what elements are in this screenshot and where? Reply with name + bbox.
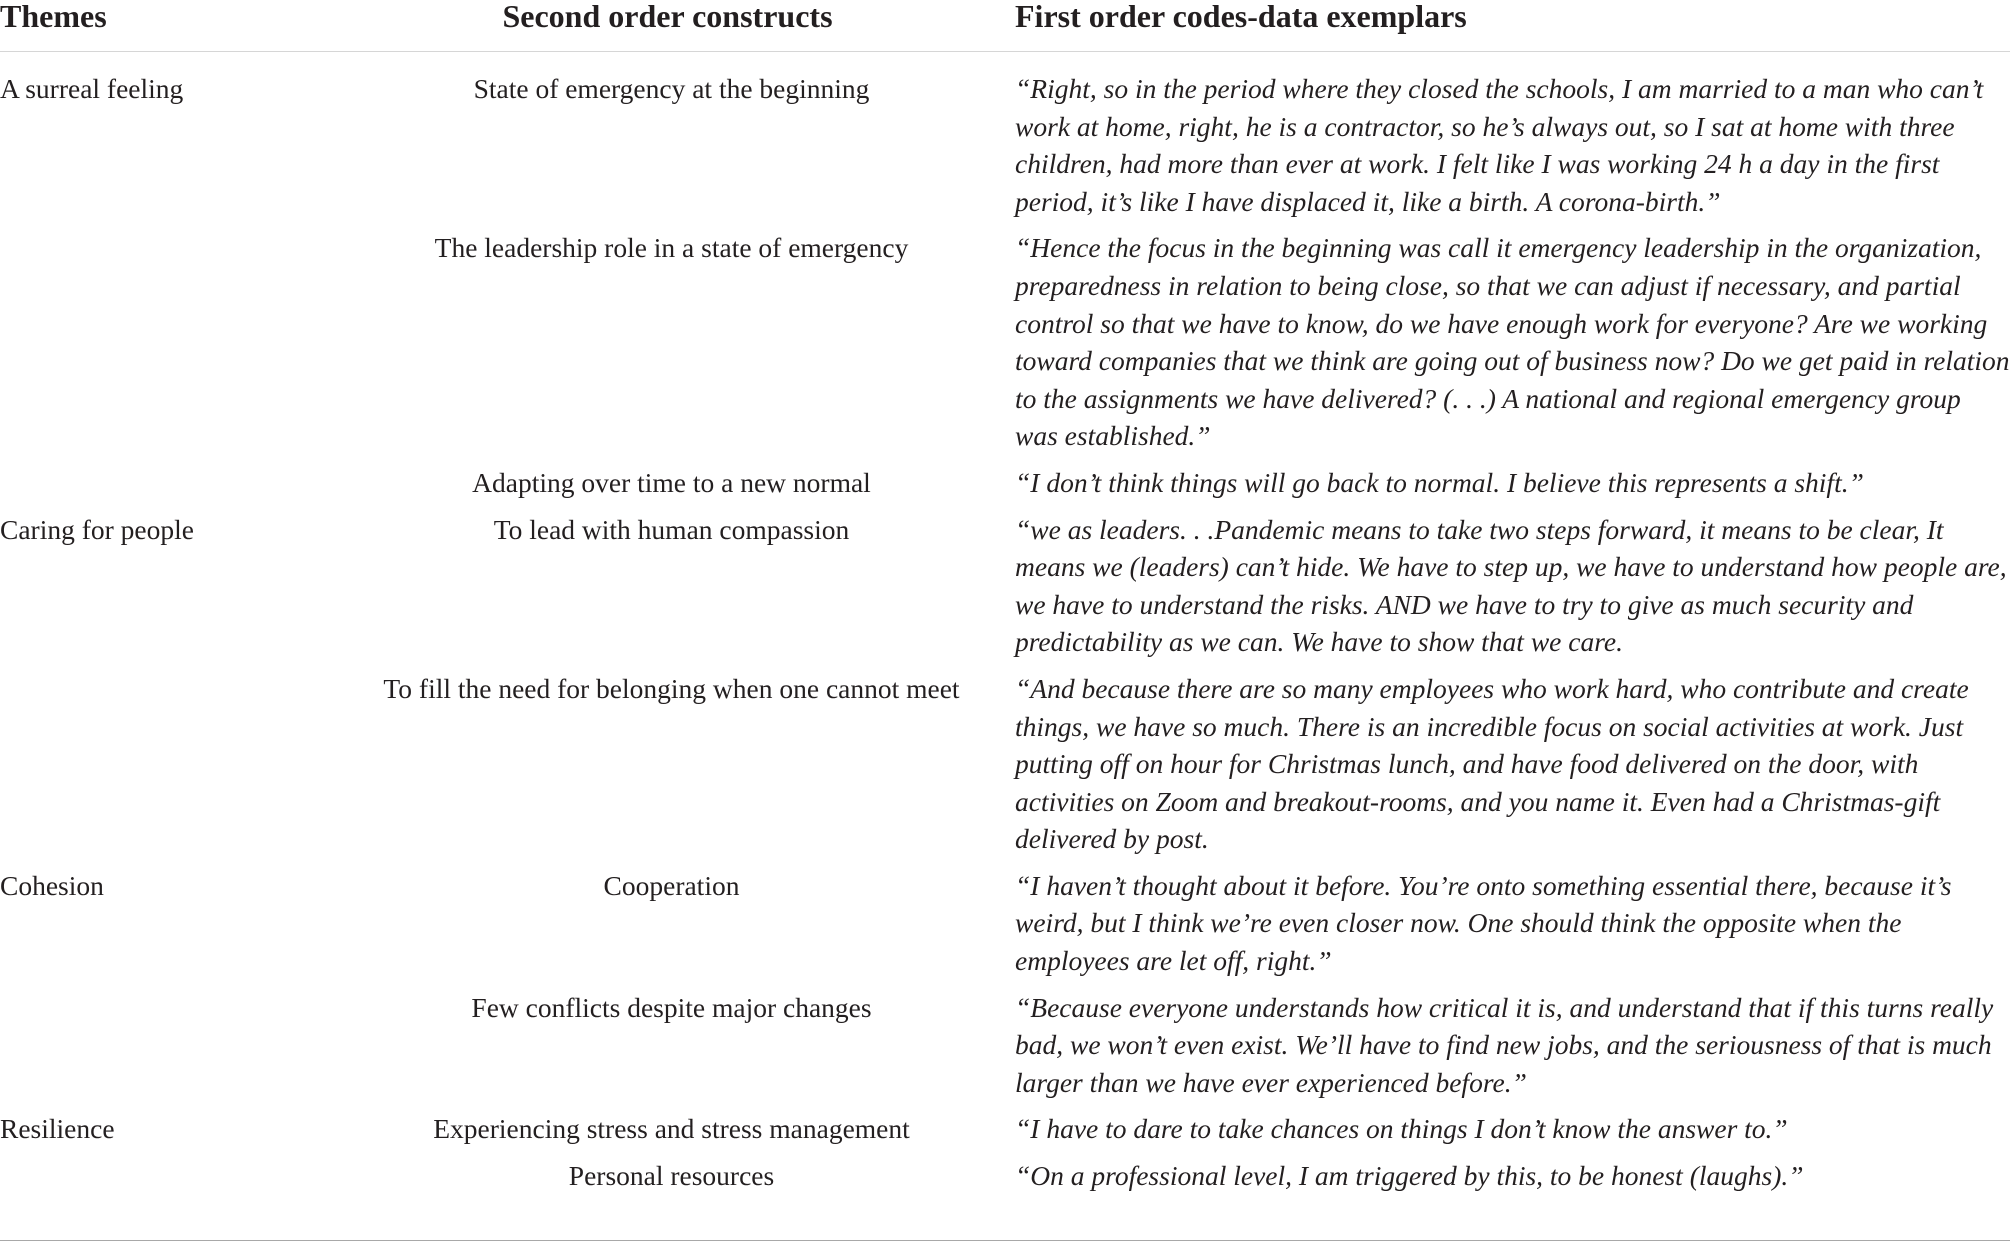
theme-cell — [0, 1157, 344, 1205]
table-header — [0, 0, 2010, 52]
exemplar-cell: “we as leaders. . .Pandemic means to take two steps forward, it means to be clear, It means we (leaders) can’t hide. We have to step up, we have to understand how people are, we have to understand the risks. AND we have to try to give as much security and predictability as we can. We have to show that we care. — [1015, 513, 2007, 658]
exemplar-cell: “I haven’t thought about it before. You’re onto something essential there, because it’s weird, but I think we’re even closer now. One should think the opposite when the employees are let off, right.” — [1015, 869, 1952, 977]
table-row — [0, 464, 2010, 511]
construct-cell: The leadership role in a state of emergency — [434, 232, 909, 264]
header-second-order-constructs: Second order constructs — [344, 0, 1007, 52]
theme-cell: A surreal feeling — [0, 73, 184, 104]
construct-cell: Few conflicts despite major changes — [471, 991, 872, 1023]
table-row — [0, 867, 2010, 989]
theme-cell — [0, 989, 344, 1111]
theme-cell — [0, 464, 344, 511]
table-body — [0, 52, 2010, 1205]
exemplar-cell: “On a professional level, I am triggered by this, to be honest (laughs).” — [1015, 1160, 1804, 1192]
theme-cell — [0, 229, 344, 464]
header-row — [0, 0, 2010, 52]
exemplar-cell: “Hence the focus in the beginning was call it emergency leadership in the organization, preparedness in relation to being close, so that we can adjust if necessary, and partial control so that we have to know, do we have enough work for everyone? Are we working toward companies that we think are going out of business now? Do we get paid in relation to the assignments we have delivered? (. . .) A national and regional emergency group was established.” — [1015, 232, 2010, 452]
table-row — [0, 511, 2010, 670]
header-themes: Themes — [0, 0, 344, 52]
table-row — [0, 52, 2010, 230]
exemplar-cell: “I don’t think things will go back to normal. I believe this represents a shift.” — [1015, 466, 1864, 498]
theme-cell — [0, 670, 344, 867]
construct-cell: Experiencing stress and stress management — [433, 1113, 910, 1145]
construct-cell: Cooperation — [603, 869, 740, 901]
construct-cell: To lead with human compassion — [493, 513, 850, 545]
construct-cell: Adapting over time to a new normal — [472, 466, 871, 498]
table-row — [0, 670, 2010, 867]
construct-cell: To fill the need for belonging when one cannot meet — [383, 672, 960, 704]
theme-cell: Resilience — [0, 1113, 115, 1145]
table-bottom-rule — [0, 1240, 2010, 1241]
exemplar-cell: “I have to dare to take chances on things I don’t know the answer to.” — [1015, 1113, 1788, 1145]
header-first-order-codes: First order codes-data exemplars — [1007, 0, 2010, 52]
exemplar-cell: “Because everyone understands how critical it is, and understand that if this turns really bad, we won’t even exist. We’ll have to find new jobs, and the seriousness of that is much larger than we have ever experienced before.” — [1015, 991, 1994, 1098]
construct-cell: Personal resources — [568, 1160, 775, 1192]
theme-cell: Cohesion — [0, 869, 104, 901]
table-row — [0, 229, 2010, 464]
theme-cell: Caring for people — [0, 513, 194, 545]
table-row — [0, 1110, 2010, 1157]
table-row — [0, 989, 2010, 1111]
exemplar-cell: “And because there are so many employees who work hard, who contribute and create things, we have so much. There is an incredible focus on social activities at work. Just putting off on hour for Christmas lunch, and have food delivered on the door, with activities on Zoom and breakout-rooms, and you name it. Even had a Christmas-gift delivered by post. — [1015, 672, 1969, 855]
construct-cell: State of emergency at the beginning — [473, 73, 870, 104]
exemplar-cell: “Right, so in the period where they closed the schools, I am married to a man who can’t work at home, right, he is a contractor, so he’s always out, so I sat at home with three children, had more than ever at work. I felt like I was working 24 h a day in the first period, it’s like I have displaced it, like a birth. A corona-birth.” — [1015, 73, 1984, 217]
table-row — [0, 1157, 2010, 1205]
